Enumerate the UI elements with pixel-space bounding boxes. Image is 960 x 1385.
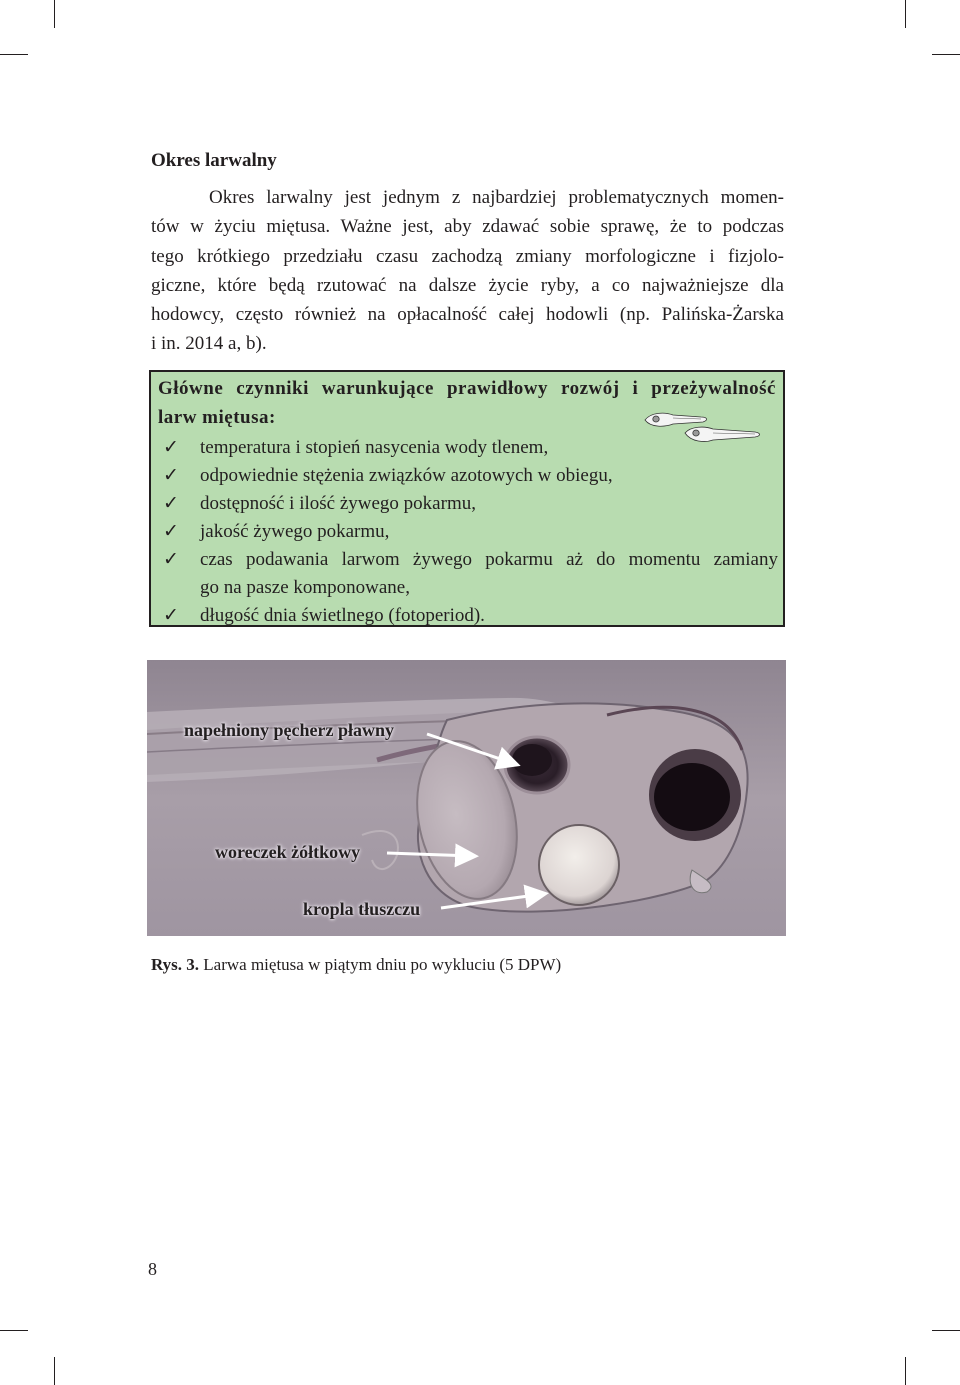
body-paragraph <box>151 183 784 359</box>
list-item <box>163 462 778 490</box>
list-item-text: długość dnia świetlnego (fotoperiod). <box>200 605 485 626</box>
crop-mark <box>905 0 906 28</box>
list-item <box>163 546 778 602</box>
larva-photo <box>147 660 786 936</box>
crop-mark <box>932 54 960 55</box>
paragraph-line: hodowcy, często również na opłacalność całej hodowli (np. Palińska-Żarska <box>151 304 784 326</box>
label-oil-droplet: kropla tłuszczu <box>303 899 421 919</box>
list-item <box>163 602 778 630</box>
paragraph-line: tów w życiu miętusa. Ważne jest, aby zdawać sobie sprawę, że to podczas <box>151 216 784 238</box>
factors-box <box>149 370 785 627</box>
label-swim-bladder: napełniony pęcherz pławny <box>184 720 395 740</box>
paragraph-line: tego krótkiego przedziału czasu zachodzą zmiany morfologiczne i fizjolo- <box>151 245 784 267</box>
box-title-line: Główne czynniki warunkujące prawidłowy rozwój i przeżywalność <box>158 378 776 399</box>
list-item-text: dostępność i ilość żywego pokarmu, <box>200 493 476 514</box>
list-item-text: jakość żywego pokarmu, <box>200 521 390 542</box>
crop-mark <box>54 0 55 28</box>
box-title-line: larw miętusa: <box>158 407 276 428</box>
crop-mark <box>932 1330 960 1331</box>
list-item-text: go na pasze komponowane, <box>200 577 410 598</box>
crop-mark <box>905 1357 906 1385</box>
figure-caption-text: Larwa miętusa w piątym dniu po wykluciu (5 DPW) <box>203 955 562 974</box>
list-item-text: odpowiednie stężenia związków azotowych w obiegu, <box>200 465 613 486</box>
checkmark-icon: ✓ <box>163 465 179 486</box>
crop-mark <box>0 1330 28 1331</box>
figure-caption <box>151 955 561 975</box>
checkmark-icon: ✓ <box>163 521 179 542</box>
list-item <box>163 434 778 462</box>
checkmark-icon: ✓ <box>163 493 179 514</box>
checkmark-icon: ✓ <box>163 549 179 570</box>
list-item <box>163 518 778 546</box>
checkmark-icon: ✓ <box>163 605 179 626</box>
paragraph-line: i in. 2014 a, b). <box>151 333 267 355</box>
label-yolk-sac: woreczek żółtkowy <box>215 842 361 862</box>
figure-number: Rys. 3. <box>151 955 200 974</box>
crop-mark <box>0 54 28 55</box>
section-heading: Okres larwalny <box>151 150 277 171</box>
list-item <box>163 490 778 518</box>
factors-list <box>163 434 778 630</box>
page-number: 8 <box>148 1259 157 1279</box>
list-item-text: temperatura i stopień nasycenia wody tlenem, <box>200 437 549 458</box>
list-item-text: czas podawania larwom żywego pokarmu aż do momentu zamiany <box>200 549 778 570</box>
checkmark-icon: ✓ <box>163 437 179 458</box>
paragraph-line: giczne, które będą rzutować na dalsze życie ryby, a co najważniejsze dla <box>151 274 784 296</box>
paragraph-line: Okres larwalny jest jednym z najbardziej problematycznych momen- <box>209 187 784 208</box>
crop-mark <box>54 1357 55 1385</box>
